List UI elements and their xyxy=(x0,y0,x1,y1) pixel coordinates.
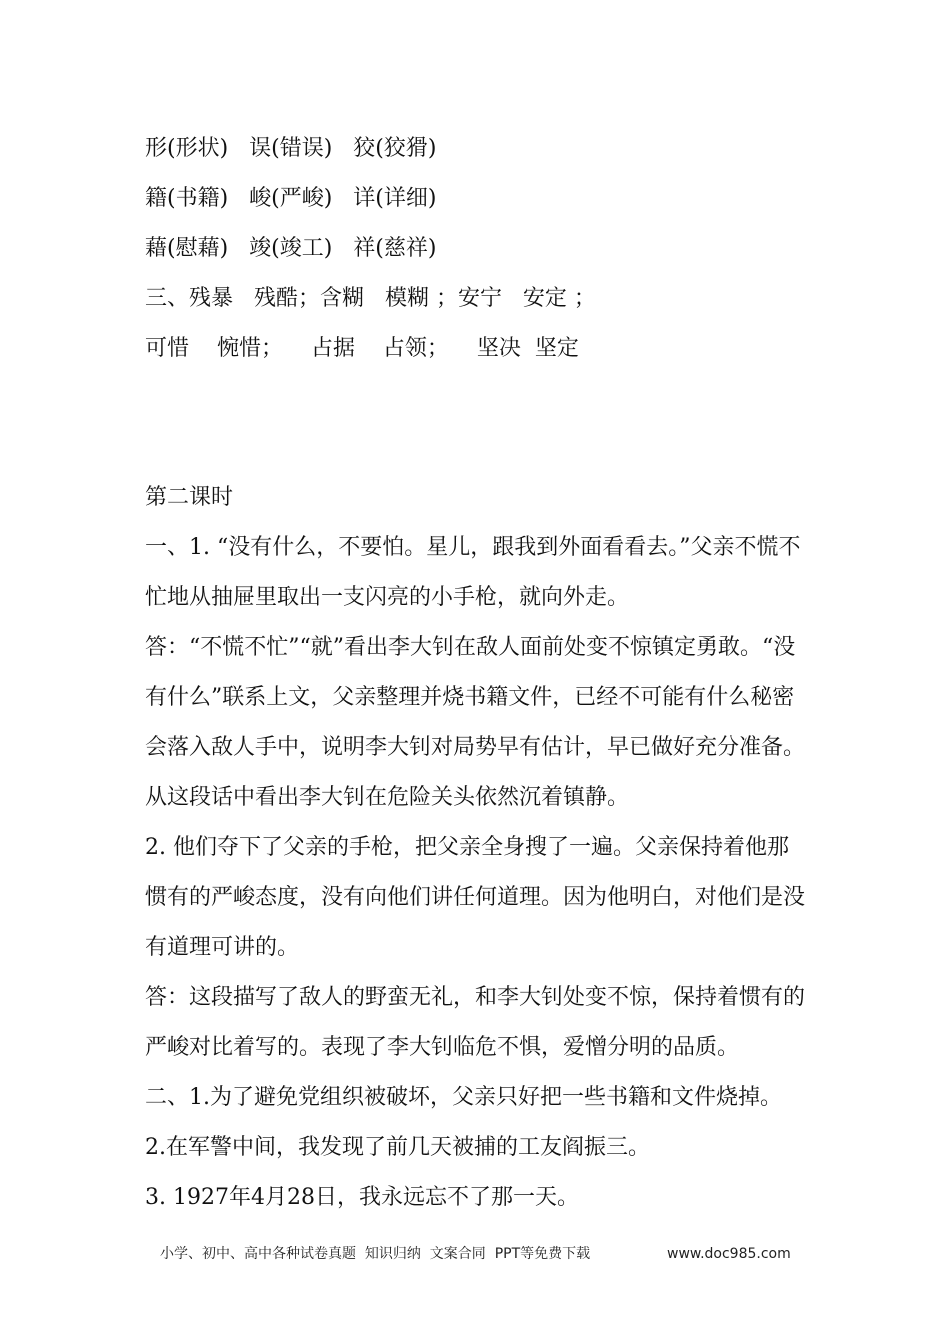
part-2-item-3: 3. 1927年4月28日，我永远忘不了那一天。 xyxy=(145,1185,579,1210)
part-2-item-1: 二、1.为了避免党组织被破坏，父亲只好把一些书籍和文件烧掉。 xyxy=(145,1085,782,1110)
word-row-5: 可惜 惋惜； 占据 占领； 坚决 坚定 xyxy=(145,336,579,361)
word-row-4: 三、残暴 残酷；含糊 模糊 ；安宁 安定 ； xyxy=(145,286,596,311)
question-1-answer: 答：“不慌不忙”“就”看出李大钊在敌人面前处变不惊镇定勇敢。“没有什么”联系上文，父亲整理并烧书籍文件，已经不可能有什么秘密会落入敌人手中，说明李大钊对局势早有估计，早已做好充分准备。从这段话中看出李大钊在危险关头依然沉着镇静。 xyxy=(145,635,806,810)
question-1-quote: 一、1. “没有什么，不要怕。星儿，跟我到外面看看去。”父亲不慌不忙地从抽屉里取出一支闪亮的小手枪，就向外走。 xyxy=(145,535,801,610)
question-2-answer: 答：这段描写了敌人的野蛮无礼，和李大钊处变不惊，保持着惯有的严峻对比着写的。表现了李大钊临危不惧，爱憎分明的品质。 xyxy=(145,985,806,1060)
footer-link[interactable]: www.doc985.com xyxy=(667,1246,791,1262)
question-2-quote: 2. 他们夺下了父亲的手枪，把父亲全身搜了一遍。父亲保持着他那惯有的严峻态度，没有向他们讲任何道理。因为他明白，对他们是没有道理可讲的。 xyxy=(145,835,806,960)
section-heading: 第二课时 xyxy=(145,485,234,510)
footer-text: 小学、初中、高中各种试卷真题 知识归纳 文案合同 PPT等免费下载 xyxy=(160,1246,591,1262)
part-2-item-2: 2.在军警中间，我发现了前几天被捕的工友阎振三。 xyxy=(145,1135,650,1160)
word-row-2: 籍(书籍) 峻(严峻) 详(详细) xyxy=(145,186,437,211)
word-row-1: 形(形状) 误(错误) 狡(狡猾) xyxy=(145,136,437,161)
word-row-3: 藉(慰藉) 竣(竣工) 祥(慈祥) xyxy=(145,236,437,261)
